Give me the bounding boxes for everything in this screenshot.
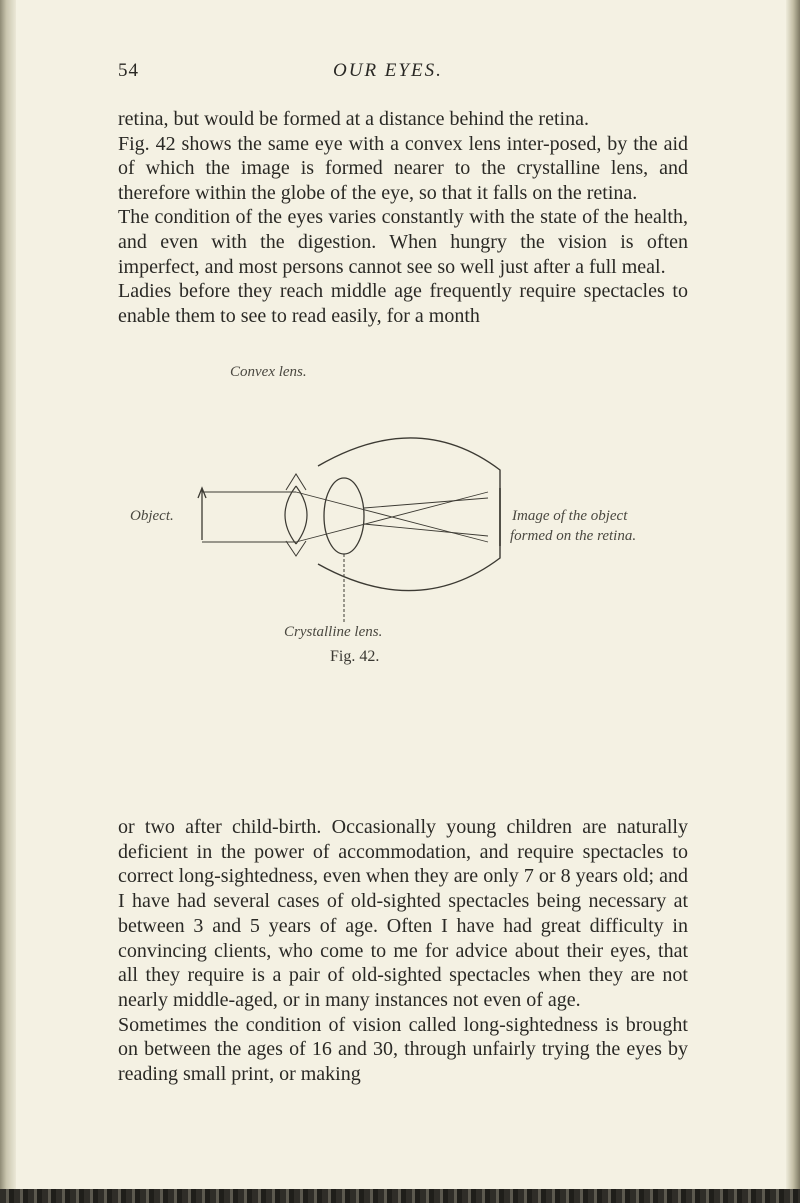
paragraph: The condition of the eyes varies constantly with the state of the health, and even with the digestion. When hungry the vision is often imperfect, and most persons cannot see so well just after a full meal. — [118, 206, 688, 278]
crystalline-lens — [324, 478, 364, 554]
running-title: OUR EYES. — [333, 60, 443, 81]
figure-caption: Fig. 42. — [330, 648, 380, 665]
paragraph: Fig. 42 shows the same eye with a convex lens inter-posed, by the aid of which the image is formed nearer to the crystalline lens, and therefore within the globe of the eye, so that it falls on the retina. — [118, 132, 688, 204]
label-crystalline-lens: Crystalline lens. — [284, 624, 383, 640]
paragraph: Sometimes the condition of vision called long-sightedness is brought on between the ages of 16 and 30, through unfairly trying the eyes by reading small print, or making — [118, 1013, 688, 1086]
label-image-line1: Image of the object — [512, 508, 628, 524]
paragraph: or two after child-birth. Occasionally young children are naturally deficient in the power of accommodation, and require spectacles to correct long-sightedness, even when they are only 7 or 8 years old; and I have had several cases of old-sighted spectacles being necessary at between 3 and 5 years of age. Often I have had great difficulty in convincing clients, who come to me for advice about their eyes, that all they require is a pair of old-sighted spectacles when they are not nearly middle-aged, or in many instances not even of age. — [118, 816, 688, 1011]
book-spine-shadow — [0, 0, 16, 1203]
label-image-line2: formed on the retina. — [510, 528, 637, 544]
page-number: 54 — [118, 60, 139, 81]
page-bottom-edge — [0, 1189, 800, 1203]
page-edge-right — [786, 0, 800, 1203]
convex-lens — [285, 486, 307, 544]
eye-globe — [318, 438, 500, 591]
paragraph: retina, but would be formed at a distance behind the retina. — [118, 108, 589, 130]
paragraph: Ladies before they reach middle age frequently require spectacles to enable them to see to read easily, for a month — [118, 280, 688, 327]
text-block-top — [118, 107, 688, 328]
text-block-bottom — [118, 815, 688, 1087]
running-head — [118, 60, 688, 90]
figure-42 — [118, 358, 698, 665]
label-convex-lens: Convex lens. — [230, 364, 307, 380]
label-object: Object. — [130, 508, 174, 524]
